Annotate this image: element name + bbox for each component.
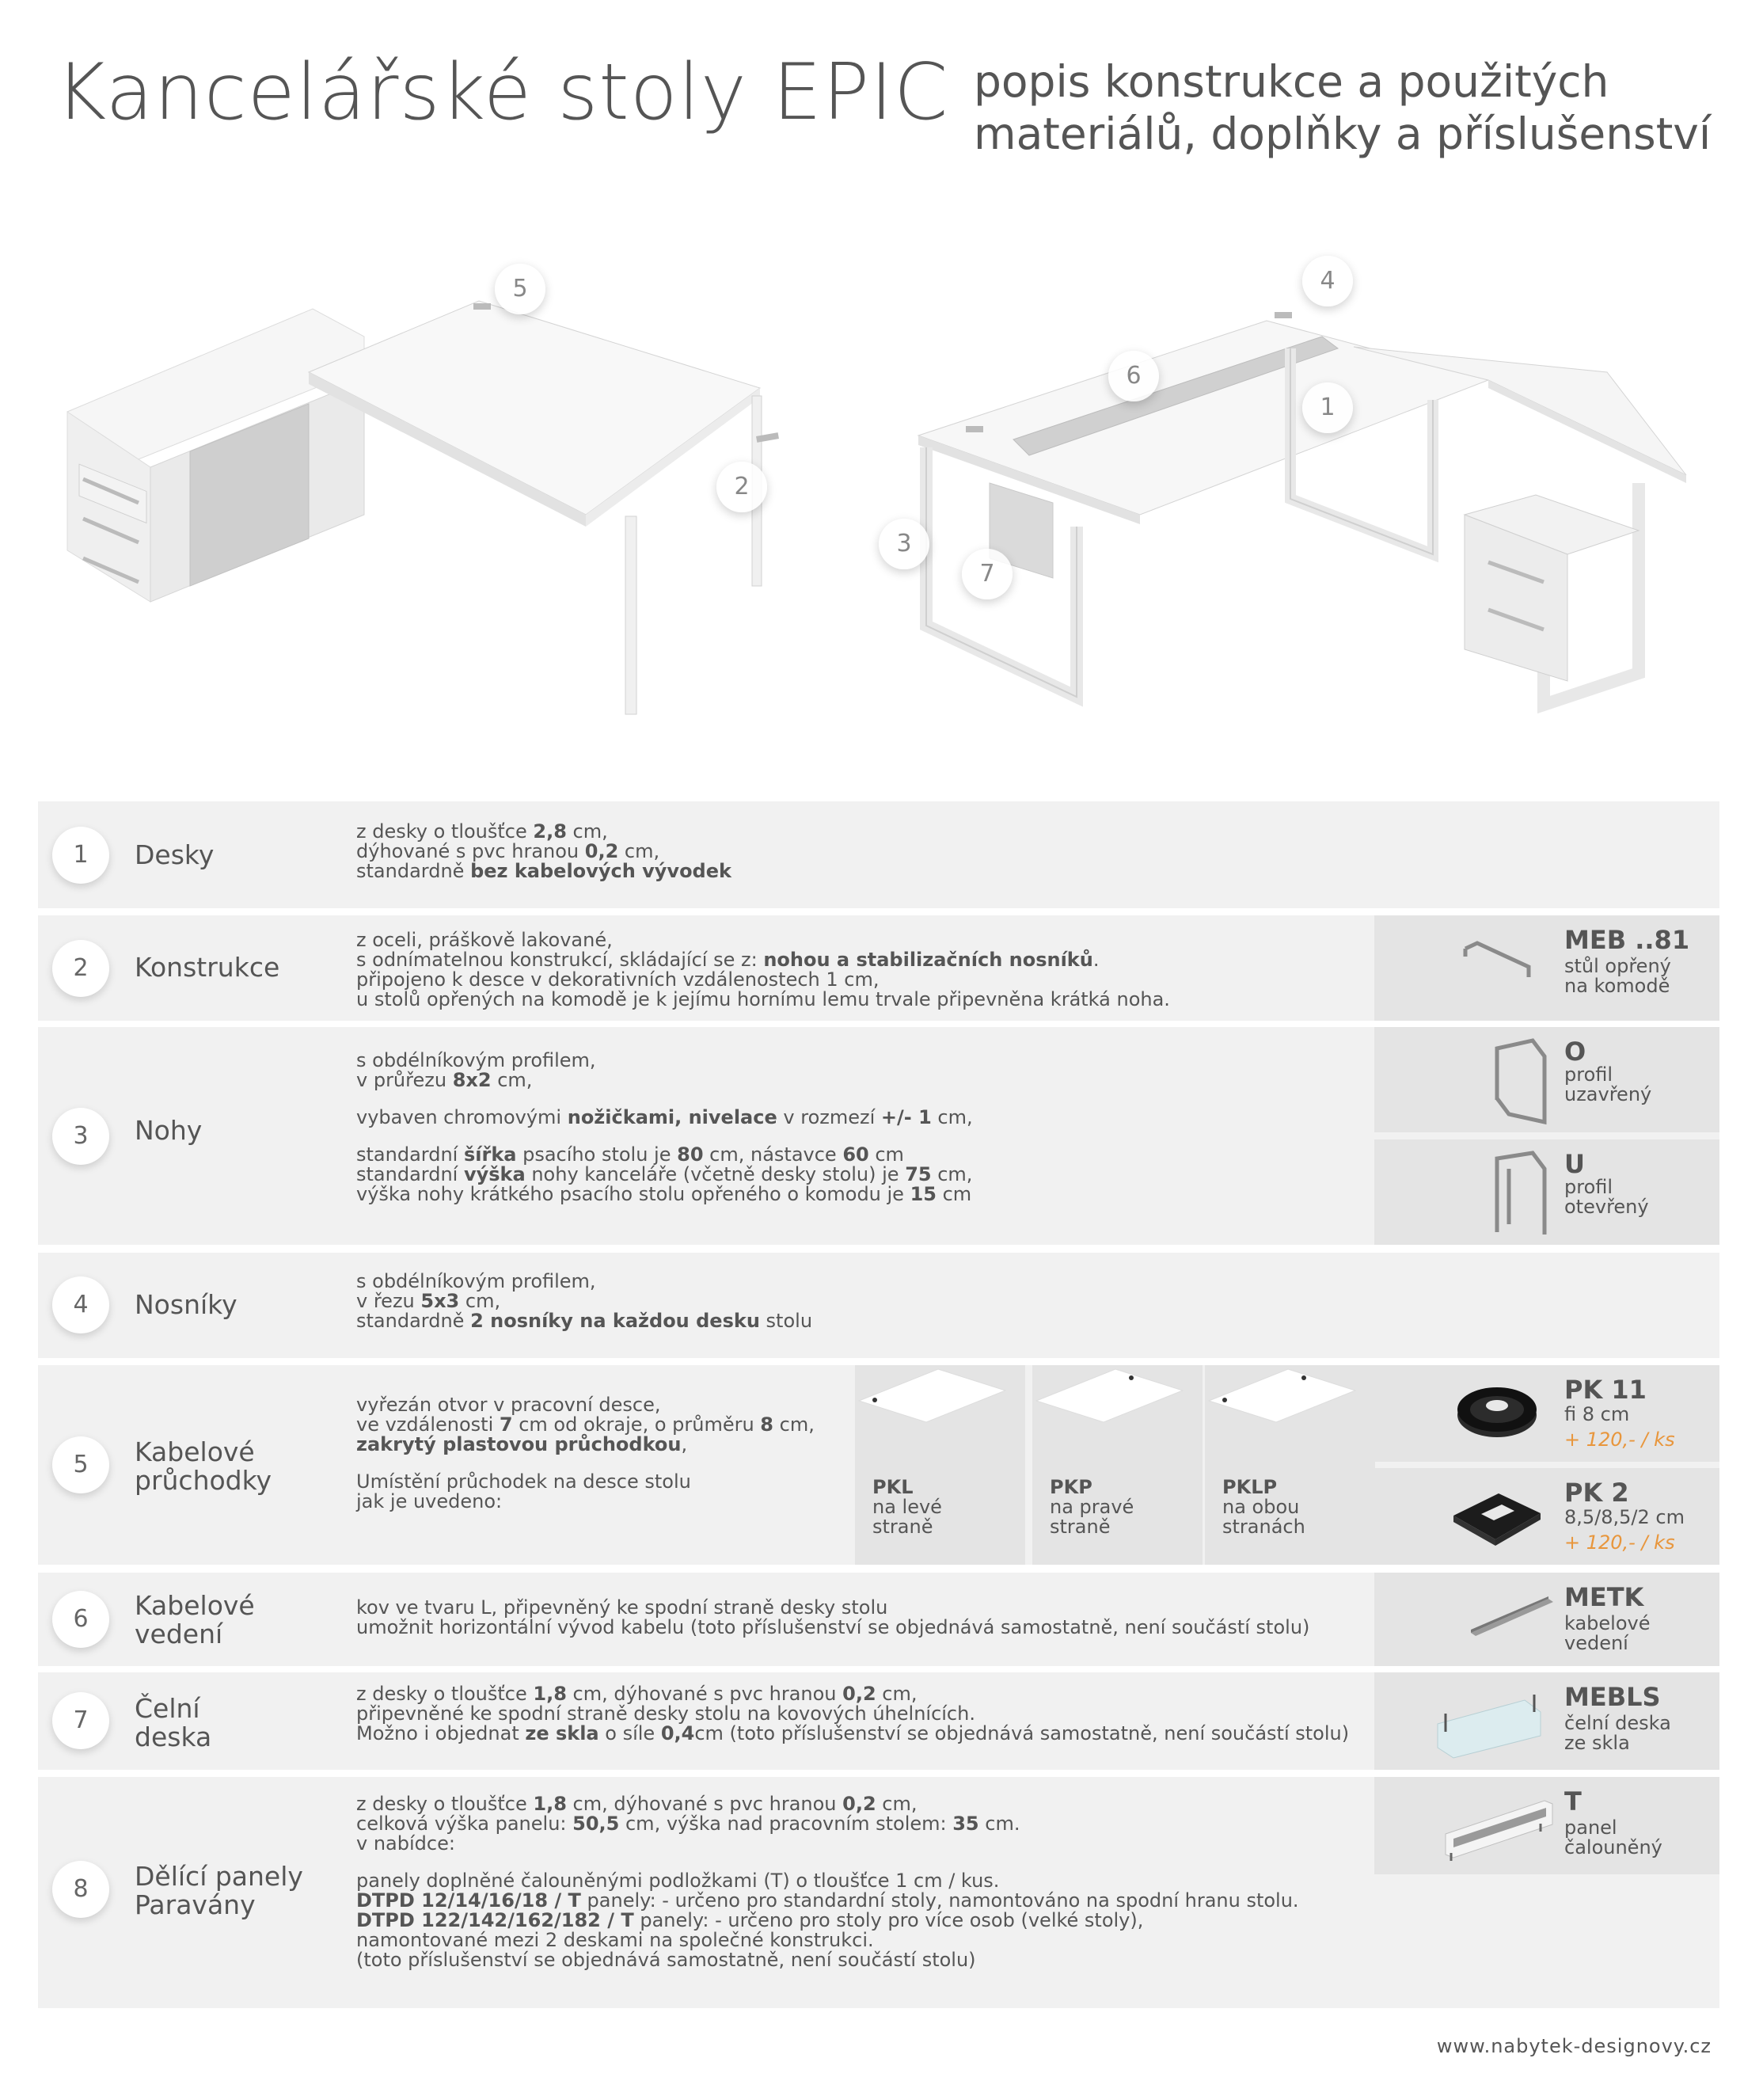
website-link[interactable]: www.nabytek-designovy.cz (1436, 2035, 1712, 2057)
accessory-code: U (1564, 1149, 1585, 1179)
accessory-o-profile (1374, 1027, 1719, 1132)
accessory-desc: panel čalouněný (1564, 1817, 1662, 1858)
row-description: s obdélníkovým profilem, v průřezu 8x2 cm, vybaven chromovými nožičkami, nivelace v rozmezí +/- 1 cm, standardní šířka psacího stolu je 80 cm, nástavce 60 cm standardní výška nohy kanceláře (včetně desky stolu) je 75 cm, výška nohy krátkého psacího stolu opřeného o komodu je 15 cm (356, 1049, 973, 1205)
subtitle-line-2: materiálů, doplňky a příslušenství (974, 108, 1712, 159)
row-label: Nohy (135, 1115, 203, 1146)
accessory-t-panel (1374, 1777, 1719, 1874)
accessory-price: + 120,- / ks (1564, 1429, 1675, 1451)
accessory-code: METK (1564, 1582, 1644, 1612)
accessory-code: PK 2 (1564, 1478, 1629, 1508)
marker-6: 6 (1108, 351, 1159, 401)
page-subtitle (974, 55, 1711, 160)
row-label: Konstrukce (135, 952, 280, 983)
spec-row-celni-deska (38, 1672, 1719, 1770)
desk-top-icon (1205, 1365, 1359, 1425)
row-description: z desky o tloušťce 1,8 cm, dýhované s pvc hranou 0,2 cm, celková výška panelu: 50,5 cm, výška nad pracovním stolem: 35 cm. v nabídce: panely doplněné čalouněnými podložkami (T) o tloušťce 1 cm / kus. DTPD 12/14/16/18 / T panely: - určeno pro standardní stoly, namontováno na spodní hranu stolu. DTPD 122/142/162/182 / T panely: - určeno pro stoly pro více osob (velké stoly), namontované mezi 2 deskami na společné konstrukci. (toto příslušenství se objednává samostatně, není součástí stolu) (356, 1793, 1299, 1971)
accessory-code: PK 11 (1564, 1375, 1647, 1405)
row-label: Kabelové vedení (135, 1590, 255, 1649)
page-title: Kancelářské stoly EPIC (55, 48, 949, 138)
spec-row-kabelove-pruchodky (38, 1365, 1719, 1565)
accessory-code: O (1564, 1037, 1586, 1067)
accessory-mebls (1374, 1672, 1719, 1770)
row-label: Nosníky (135, 1289, 237, 1320)
spec-row-desky (38, 801, 1719, 908)
placement-pkp: PKP na pravé straně (1032, 1365, 1203, 1565)
marker-3: 3 (879, 519, 929, 569)
marker-4: 4 (1302, 256, 1353, 306)
row-number: 8 (52, 1861, 109, 1918)
marker-5: 5 (495, 264, 545, 314)
row-description: s obdélníkovým profilem, v řezu 5x3 cm, standardně 2 nosníky na každou desku stolu (356, 1270, 813, 1332)
round-grommet-icon (1453, 1379, 1541, 1443)
row-number: 2 (52, 940, 109, 997)
desk-top-icon (855, 1365, 1009, 1425)
accessory-desc: fi 8 cm (1564, 1403, 1630, 1425)
row-number: 6 (52, 1591, 109, 1648)
placement-pkl: PKL na levé straně (855, 1365, 1025, 1565)
accessory-desc: profil uzavřený (1564, 1063, 1652, 1105)
accessory-desc: kabelové vedení (1564, 1612, 1651, 1654)
u-leg-icon (1489, 1149, 1552, 1238)
row-label: Desky (135, 839, 215, 870)
desk-top-icon (1032, 1365, 1187, 1425)
accessory-u-profile (1374, 1139, 1719, 1245)
accessory-pk11 (1374, 1365, 1719, 1462)
accessory-code: MEB ..81 (1564, 925, 1690, 955)
placement-pklp: PKLP na obou stranách (1205, 1365, 1375, 1565)
row-number: 7 (52, 1692, 109, 1749)
accessory-desc: profil otevřený (1564, 1176, 1649, 1218)
accessory-metk (1374, 1573, 1719, 1666)
divider-panel-icon (1442, 1794, 1560, 1862)
short-leg-icon (1461, 939, 1533, 987)
subtitle-line-1: popis konstrukce a použitých (974, 56, 1609, 107)
row-label: Čelní deska (135, 1693, 212, 1752)
row-description: kov ve tvaru L, připevněný ke spodní straně desky stolu umožnit horizontální vývod kabelu (toto příslušenství se objednává samostatně, není součástí stolu) (356, 1596, 1310, 1638)
accessory-meb81 (1374, 915, 1719, 1021)
accessory-code: MEBLS (1564, 1682, 1661, 1712)
marker-1: 1 (1302, 382, 1353, 433)
marker-2: 2 (716, 462, 767, 512)
glass-panel-icon (1430, 1688, 1548, 1760)
accessory-desc: 8,5/8,5/2 cm (1564, 1506, 1685, 1528)
marker-7: 7 (962, 549, 1013, 599)
row-description: z oceli, práškově lakované, s odnímatelnou konstrukcí, skládající se z: nohou a stabilizačních nosníků. připojeno k desce v dekorativních vzdálenostech 1 cm, u stolů opřených na komodě je k jejímu hornímu lemu trvale připevněna krátká noha. (356, 929, 1170, 1010)
accessory-pk2 (1374, 1468, 1719, 1565)
o-leg-icon (1489, 1037, 1552, 1125)
spec-row-kabelove-vedeni (38, 1573, 1719, 1666)
row-description: z desky o tloušťce 2,8 cm, dýhované s pvc hranou 0,2 cm, standardně bez kabelových vývodek (356, 820, 731, 882)
spec-row-nosniky (38, 1253, 1719, 1358)
l-desk-illustration (910, 261, 1702, 736)
spec-row-delici-panely (38, 1777, 1719, 2008)
row-number: 5 (52, 1436, 109, 1493)
row-number: 1 (52, 827, 109, 884)
accessory-desc: stůl opřený na komodě (1564, 955, 1671, 997)
desk-with-credenza-illustration (47, 261, 807, 736)
row-description: z desky o tloušťce 1,8 cm, dýhované s pvc hranou 0,2 cm, připevněné ke spodní straně desky stolu na kovových úhelnících. Možno i objednat ze skla o síle 0,4cm (toto příslušenství se objednává samostatně, není součástí stolu) (356, 1683, 1350, 1744)
spec-row-konstrukce (38, 915, 1719, 1021)
accessory-desc: čelní deska ze skla (1564, 1712, 1671, 1754)
row-label: Kabelové průchodky (135, 1436, 272, 1496)
spec-row-nohy (38, 1027, 1719, 1245)
accessory-price: + 120,- / ks (1564, 1531, 1675, 1554)
row-number: 3 (52, 1108, 109, 1165)
accessory-code: T (1564, 1786, 1582, 1817)
cable-tray-icon (1469, 1595, 1556, 1638)
row-description: vyřezán otvor v pracovní desce, ve vzdálenosti 7 cm od okraje, o průměru 8 cm, zakrytý plastovou průchodkou, Umístění průchodek na desce stolu jak je uvedeno: (356, 1394, 815, 1512)
row-number: 4 (52, 1276, 109, 1333)
row-label: Dělící panely Paravány (135, 1861, 303, 1920)
square-grommet-icon (1450, 1486, 1545, 1549)
